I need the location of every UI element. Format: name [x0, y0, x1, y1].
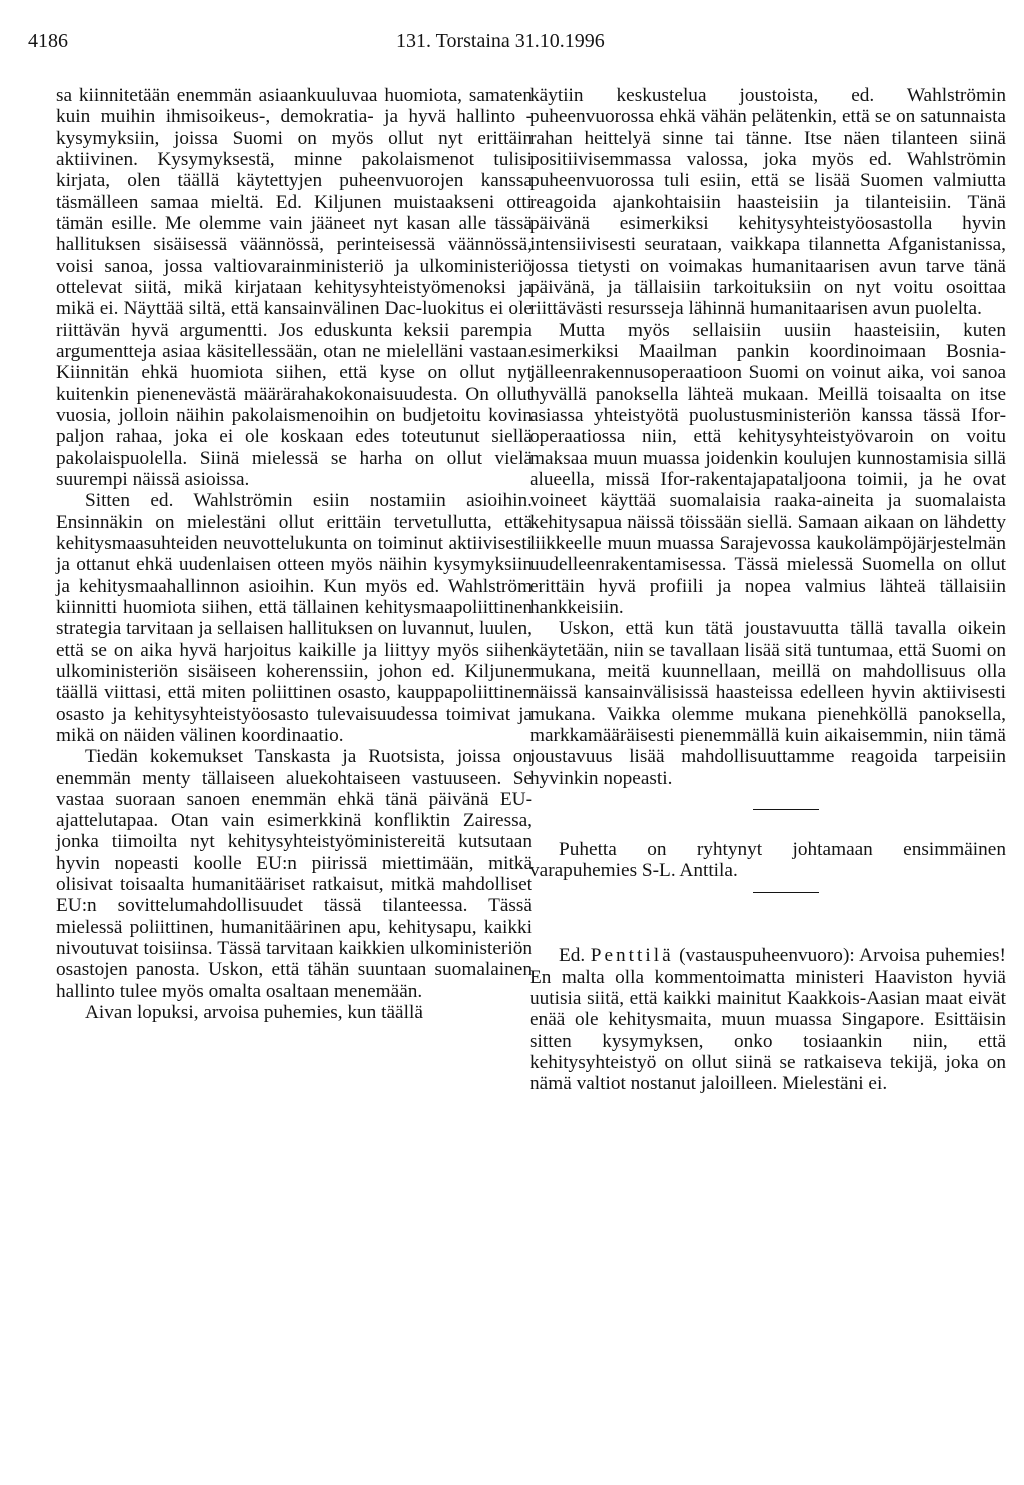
- page-number: 4186: [28, 30, 68, 52]
- chair-notice: Puhetta on ryhtynyt johtamaan ensimmäinen varapuhemies S-L. Anttila.: [530, 838, 1006, 882]
- speech-text: Arvoisa puhemies! En malta olla kommentoimatta ministeri Haaviston hyviä uutisia siitä, että kaikki mainitut Kaakkois-Aasian maat eivät enää ole kehitysmaita, muun muassa Singapore. Esittäisin sitten kysymyksen, onko tosiaankin niin, että kehitysyhteistyö on ollut siinä se ratkaiseva tekijä, joka on nämä valtiot nostanut jaloilleen. Mielestäni ei.: [530, 945, 1006, 1095]
- paragraph: Uskon, että kun tätä joustavuutta tällä tavalla oikein käytetään, niin se tavallaan lisää sitä tuntumaa, että Suomi on mukana, meitä kuunnellaan, meillä on mahdollisuus olla näissä kansainvälisissä haasteissa edelleen hyvin aktiivisesti mukana. Vaikka olemme mukana pienehköllä panoksella, markkamääräisesti pienemmällä kuin aikaisemmin, niin tämä joustavuus lisää mahdollisuuttamme reagoida tarpeisiin hyvinkin nopeasti.: [530, 618, 1006, 789]
- speaker-name: Penttilä: [590, 945, 674, 967]
- paragraph: Tiedän kokemukset Tanskasta ja Ruotsista, joissa on enemmän menty tällaiseen aluekohtaiseen vastuuseen. Se vastaa suoraan sanoen enemmän ehkä tänä päivänä EU-ajattelutapaa. Otan vain esimerkkinä konfliktin Zairessa, jonka tiimoilta nyt kehitysyhteistyöministereitä kutsutaan hyvin nopeasti koolle EU:n piirissä miettimään, mitkä olisivat toisaalta humanitääriset ratkaisut, mitkä mahdolliset EU:n sovittelumahdollisuudet tässä tilanteessa. Tässä mielessä poliittinen, humanitäärinen apu, kehitysapu, kaikki nivoutuvat toisiinsa. Tässä tarvitaan kaikkien ulkoministeriön osastojen panosta. Uskon, että tähän suuntaan suomalainen hallinto tulee myös omalta osaltaan menemään.: [56, 746, 532, 1002]
- paragraph: Aivan lopuksi, arvoisa puhemies, kun täällä: [85, 1002, 423, 1024]
- speech-prefix: Ed.: [559, 945, 586, 967]
- section-divider-wrap: [530, 881, 1006, 908]
- paragraph: sa kiinnitetään enemmän asiaankuuluvaa huomiota, samaten kuin muihin ihmisoikeus-, demokratia- ja hyvä hallinto -kysymyksiin, joissa Suomi on myös ollut nyt erittäin aktiivinen. Kysymyksestä, minne pakolaismenot tulisi kirjata, olen täällä käytettyjen puheenvuorojen kanssa täsmälleen samaa mieltä. Ed. Kiljunen muistaakseni otti tämän esille. Me olemme vain jääneet nyt kasan alle tässä hallituksen sisäisessä väännössä, perinteisessä väännössä, voisi sanoa, jossa valtiovarainministeriö ja ulkoministeriö ottelevat siitä, mikä kirjataan kehitysyhteistyömenoksi ja mikä ei. Näyttää siltä, että kansainvälinen Dac-luokitus ei ole riittävän hyvä argumentti. Jos eduskunta keksii parempia argumentteja asiaa käsitellessään, otan ne mielelläni vastaan. Kiinnitän ehkä huomiota siihen, että kyse on ollut nyt kuitenkin pienenevästä määrärahakokonaisuudesta. On ollut vuosia, jolloin näihin pakolaismenoihin on budjetoitu kovin paljon rahaa, joka ei ole koskaan edes toteutunut siellä pakolaispuolella. Siinä mielessä se harha on ollut vielä suurempi näissä asioissa.: [56, 85, 532, 490]
- session-date: 131. Torstaina 31.10.1996: [396, 30, 605, 52]
- section-divider: [753, 892, 819, 893]
- left-column: [56, 85, 532, 1023]
- section-divider-wrap: [530, 789, 1006, 827]
- right-column: [530, 85, 1006, 1095]
- section-divider: [753, 809, 819, 810]
- speech-paragraph: [530, 945, 1006, 1094]
- paragraph: Mutta myös sellaisiin uusiin haasteisiin, kuten esimerkiksi Maailman pankin koordinoimaan Bosnia-jälleenrakennusoperaatioon Suomi on voinut aika, voi sanoa hyvällä panoksella lähteä mukaan. Meillä toisaalta on itse asiassa yhteistyötä puolustusministeriön kanssa tässä Ifor-operaatiossa niin, että kehitysyhteistyövaroin on voitu maksaa muun muassa joidenkin koulujen kunnostamisia sillä alueella, missä Ifor-rakentajapataljoona toimii, ja he ovat voineet käyttää suomalaisia raaka-aineita ja suomalaista kehitysapua näissä töissään siellä. Samaan aikaan on lähdetty liikkeelle muun muassa Sarajevossa kaukolämpöjärjestelmän uudelleenrakentamisessa. Tässä mielessä Suomella on ollut erittäin hyvä profiili ja nopea valmius lähteä tällaisiin hankkeisiin.: [530, 319, 1006, 618]
- page-header: [0, 30, 1024, 60]
- speech-type: (vastauspuheenvuoro):: [679, 945, 855, 967]
- paragraph: Sitten ed. Wahlströmin esiin nostamiin asioihin. Ensinnäkin on mielestäni ollut erittäin tervetullutta, että kehitysmaasuhteiden neuvottelukunta on toiminut aktiivisesti ja ottanut ehkä uudenlaisen otteen myös näihin kysymyksiin ja kehitysmaahallinnon asioihin. Kun myös ed. Wahlström kiinnitti huomiota siihen, että tällainen kehitysmaapoliittinen strategia tarvitaan ja sellaisen hallituksen on luvannut, luulen, että se on aika hyvä harjoitus kaikille ja liittyy myös siihen ulkoministeriön sisäiseen koherenssiin, johon ed. Kiljunen täällä viittasi, että miten poliittinen osasto, kauppapoliittinen osasto ja kehitysyhteistyöosasto tulevaisuudessa toimivat ja mikä on näiden välinen koordinaatio.: [56, 490, 533, 746]
- paragraph: käytiin keskustelua joustoista, ed. Wahlströmin puheenvuorossa ehkä vähän pelätenkin, että se on satunnaista rahan heittelyä sinne tai tänne. Itse näen tilanteen siinä positiivisemmassa valossa, joka myös ed. Wahlströmin puheenvuorossa tuli esiin, että se lisää Suomen valmiutta reagoida ajankohtaisiin haasteisiin ja tilanteisiin. Tänä päivänä esimerkiksi kehitysyhteistyöosastolla hyvin intensiivisesti seurataan, vaikkapa tilannetta Afganistanissa, jossa tietysti on voimakas humanitaarisen avun tarve tänä päivänä, ja tällaisiin tarkoituksiin on nyt voitu osoittaa riittävästi resursseja lähinnä humanitaarisen avun puolelta.: [530, 85, 1006, 320]
